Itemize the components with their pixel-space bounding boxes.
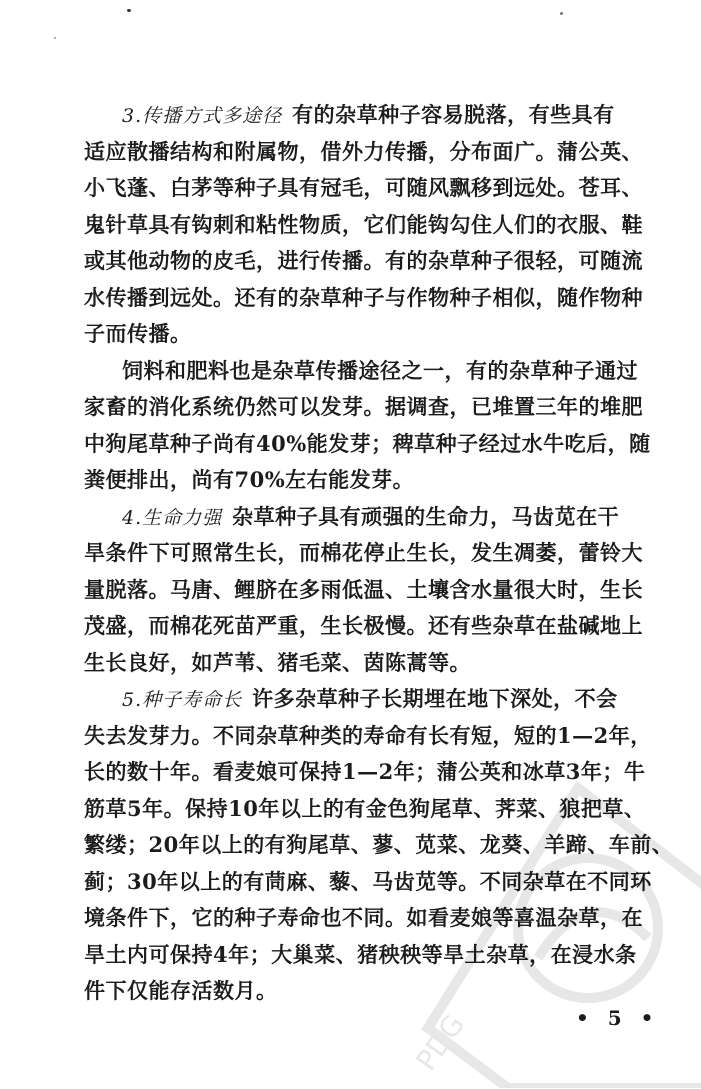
page-number: • 5 • <box>576 1006 660 1030</box>
paragraph-section-3 <box>84 97 674 353</box>
text-line: 或其他动物的皮毛，进行传播。有的杂草种子很轻，可随流 <box>84 248 643 273</box>
text-line: 水传播到远处。还有的杂草种子与作物种子相似，随作物种 <box>84 284 643 310</box>
text-line: 旱条件下可照常生长，而棉花停止生长，发生凋萎，蕾铃大 <box>84 540 643 565</box>
section-heading: 3.传播方式多途径 <box>122 105 283 127</box>
body-text <box>84 97 674 1010</box>
text-line: 筋草5年。保持10年以上的有金色狗尾草、荠菜、狼把草、 <box>84 795 646 821</box>
text-line: 粪便排出，尚有70%左右能发芽。 <box>84 467 415 492</box>
scan-speck <box>127 9 131 12</box>
text-line: 失去发芽力。不同杂草种类的寿命有长有短，短的1—2年， <box>84 722 652 748</box>
text-line: 适应散播结构和附属物，借外力传播，分布面广。蒲公英、 <box>84 138 643 164</box>
text-line: 子而传播。 <box>84 321 192 346</box>
text-line: 家畜的消化系统仍然可以发芽。据调查，已堆置三年的堆肥 <box>84 394 643 419</box>
text-line: 茂盛，而棉花死苗严重，生长极慢。还有些杂草在盐碱地上 <box>84 613 643 638</box>
line-text: 有的杂草种子容易脱落，有些具有 <box>292 102 615 127</box>
text-line: 量脱落。马唐、鲤脐在多雨低温、土壤含水量很大时，生长 <box>84 576 643 602</box>
text-line: 件下仅能存活数月。 <box>84 978 278 1003</box>
text-line <box>84 97 674 134</box>
text-line: 中狗尾草种子尚有40%能发芽；稗草种子经过水牛吃后，随 <box>84 430 651 456</box>
text-line: 生长良好，如芦苇、猪毛菜、茵陈蒿等。 <box>84 649 471 675</box>
line-text: 杂草种子具有顽强的生命力，马齿苋在干 <box>232 503 620 529</box>
text-line: 饲料和肥料也是杂草传播途径之一，有的杂草种子通过 <box>122 357 638 383</box>
text-line: 鬼针草具有钩刺和粘性物质，它们能钩勾住人们的衣服、鞋 <box>84 211 643 237</box>
text-line: 旱土内可保持4年；大巢菜、猪秧秧等旱土杂草，在浸水条 <box>84 941 637 967</box>
text-line: 小飞蓬、白茅等种子具有冠毛，可随风飘移到远处。苍耳、 <box>84 175 643 200</box>
watermark-text: PDG <box>409 1008 472 1077</box>
scan-speck <box>54 37 56 39</box>
text-line <box>84 499 674 536</box>
section-heading: 5.种子寿命长 <box>122 689 243 711</box>
text-line: 长的数十年。看麦娘可保持1—2年；蒲公英和冰草3年；牛 <box>84 759 646 784</box>
paragraph-section-5 <box>84 681 674 1010</box>
section-heading: 4.生命力强 <box>122 506 223 529</box>
text-line <box>84 681 674 718</box>
line-text: 许多杂草种子长期埋在地下深处，不会 <box>252 686 618 711</box>
paragraph-section-4 <box>84 499 674 682</box>
scan-speck <box>560 12 563 15</box>
text-line: 繁缕；20年以上的有狗尾草、蓼、苋菜、龙葵、羊蹄、车前、 <box>84 832 674 857</box>
paragraph-feed-fertilizer <box>84 353 674 499</box>
text-line: 蓟；30年以上的有茼麻、藜、马齿苋等。不同杂草在不同环 <box>84 868 652 894</box>
text-line: 境条件下，它的种子寿命也不同。如看麦娘等喜温杂草，在 <box>84 905 643 930</box>
